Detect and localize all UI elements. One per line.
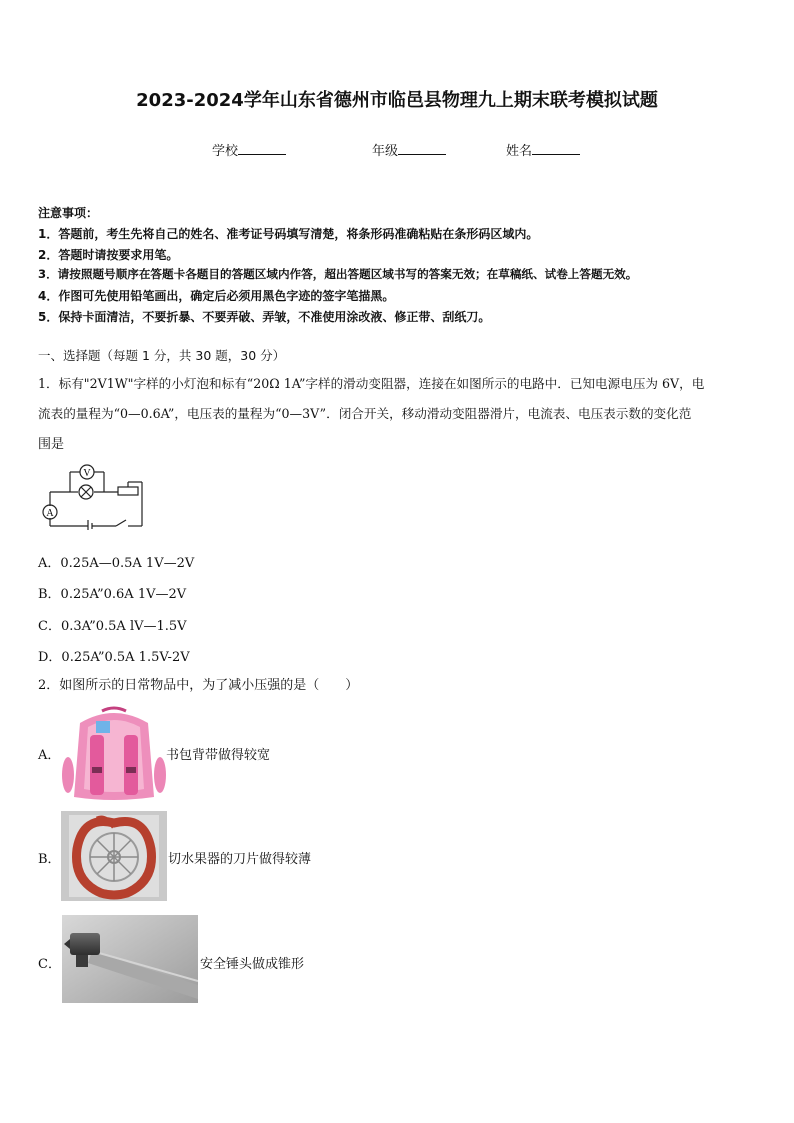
safety-hammer-image [62,915,198,1003]
backpack-image [62,705,166,803]
voltmeter-label: V [83,468,91,479]
name-label: 姓名 [506,144,533,159]
q2-option-a-text[interactable]: 书包背带做得较宽 [166,748,271,763]
notice-item: 5．保持卡面清洁，不要折暴、不要弄破、弄皱，不准使用涂改液、修正带、刮纸刀。 [38,310,491,324]
school-field[interactable] [212,140,286,159]
name-blank[interactable] [532,142,580,155]
grade-label: 年级 [372,144,399,159]
section-heading: 一、选择题（每题 1 分，共 30 题，30 分） [38,348,286,363]
notice-item: 2．答题时请按要求用笔。 [38,248,179,262]
grade-field[interactable] [372,140,446,159]
apple-slicer-image [61,811,167,901]
question-2-stem: 2．如图所示的日常物品中，为了减小压强的是（ ） [38,678,359,693]
option-c[interactable]: C．0.3A”0.5A lV—1.5V [38,619,187,634]
school-blank[interactable] [238,142,286,155]
q2-option-b-text[interactable]: 切水果器的刀片做得较薄 [168,852,312,867]
option-b[interactable]: B．0.25A”0.6A 1V—2V [38,587,187,602]
school-label: 学校 [212,144,239,159]
option-d[interactable]: D．0.25A”0.5A 1.5V-2V [38,650,190,665]
notice-item: 3．请按照题号顺序在答题卡各题目的答题区域内作答，超出答题区域书写的答案无效；在草稿纸、试卷上答题无效。 [38,267,638,281]
q2-option-c-letter[interactable]: C． [38,957,61,972]
circuit-diagram [36,462,148,530]
q2-option-a-letter[interactable]: A． [38,748,61,763]
name-field[interactable] [506,140,580,159]
question-1-line: 1．标有"2V1W"字样的小灯泡和标有“20Ω 1A”字样的滑动变阻器，连接在如图所示的电路中．已知电源电压为 6V，电 [38,376,705,391]
question-1-line: 流表的量程为“0—0.6A”，电压表的量程为“0—3V”．闭合开关，移动滑动变阻器滑片，电流表、电压表示数的变化范 [38,406,692,421]
notice-item: 1．答题前，考生先将自己的姓名、准考证号码填写清楚，将条形码准确粘贴在条形码区域内。 [38,227,539,241]
page-title: 2023-2024学年山东省德州市临邑县物理九上期末联考模拟试题 [136,90,658,111]
notice-item: 4．作图可先使用铅笔画出，确定后必须用黑色字迹的签字笔描黑。 [38,289,395,303]
question-1-line: 围是 [38,437,65,452]
ammeter-label: A [46,508,54,519]
option-a[interactable]: A．0.25A—0.5A 1V—2V [38,556,195,571]
notice-heading: 注意事项： [38,206,99,220]
grade-blank[interactable] [398,142,446,155]
q2-option-c-text[interactable]: 安全锤头做成锥形 [200,957,305,972]
q2-option-b-letter[interactable]: B． [38,852,61,867]
